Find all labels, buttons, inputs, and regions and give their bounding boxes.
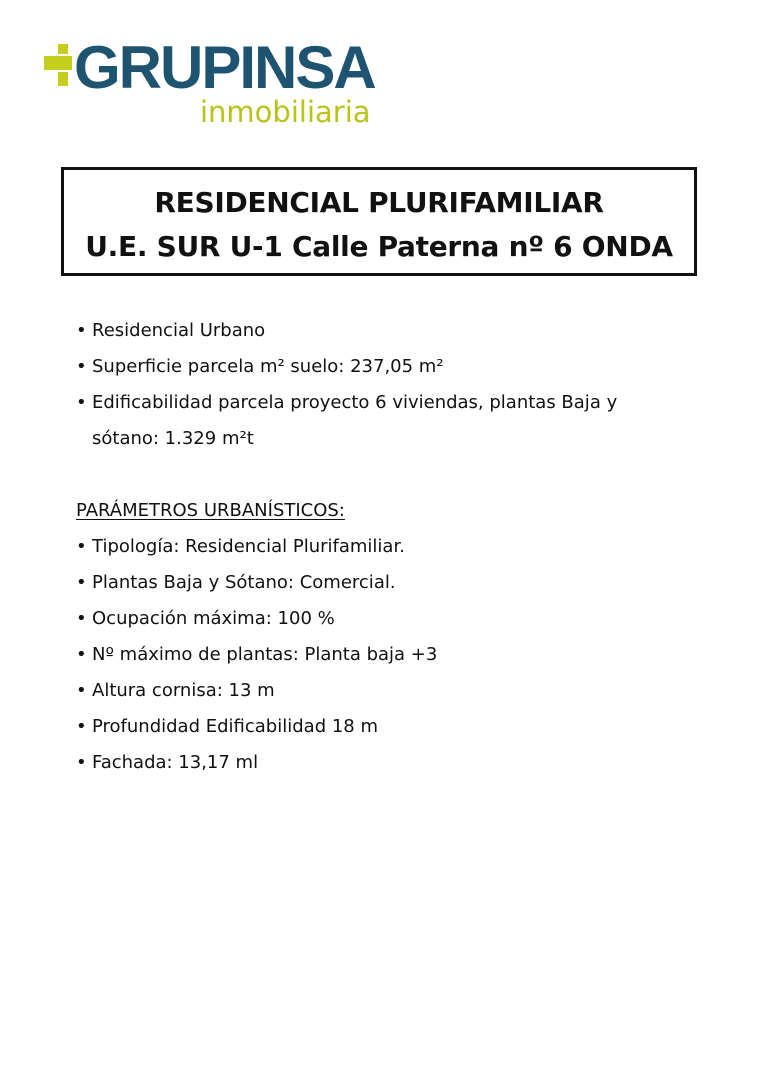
parameter-item: • Altura cornisa: 13 m — [76, 673, 716, 709]
parameter-item: • Ocupación máxima: 100 % — [76, 601, 716, 637]
feature-item: • Superficie parcela m² suelo: 237,05 m² — [76, 349, 716, 385]
parameter-item: • Plantas Baja y Sótano: Comercial. — [76, 565, 716, 601]
parameters-heading: PARÁMETROS URBANÍSTICOS: — [76, 500, 345, 521]
feature-item — [76, 385, 716, 457]
document-body — [76, 313, 716, 781]
title-line-2: U.E. SUR U-1 Calle Paterna nº 6 ONDA — [85, 230, 673, 263]
parameter-item: • Nº máximo de plantas: Planta baja +3 — [76, 637, 716, 673]
logo-subtitle: inmobiliaria — [200, 95, 371, 129]
feature-item-text: • Edificabilidad parcela proyecto 6 viviendas, plantas Baja y — [92, 392, 618, 413]
title-line-1: RESIDENCIAL PLURIFAMILIAR — [154, 186, 604, 219]
logo-wordmark: GRUPINSA — [74, 34, 375, 101]
parameter-item: • Fachada: 13,17 ml — [76, 745, 716, 781]
feature-item: • Residencial Urbano — [76, 313, 716, 349]
grupinsa-logo — [44, 34, 389, 134]
parameters-list — [76, 529, 716, 781]
parameter-item: • Tipología: Residencial Plurifamiliar. — [76, 529, 716, 565]
title-box — [61, 167, 697, 276]
parameter-item: • Profundidad Edificabilidad 18 m — [76, 709, 716, 745]
features-list — [76, 313, 716, 457]
feature-item-continuation: sótano: 1.329 m²t — [92, 428, 254, 449]
